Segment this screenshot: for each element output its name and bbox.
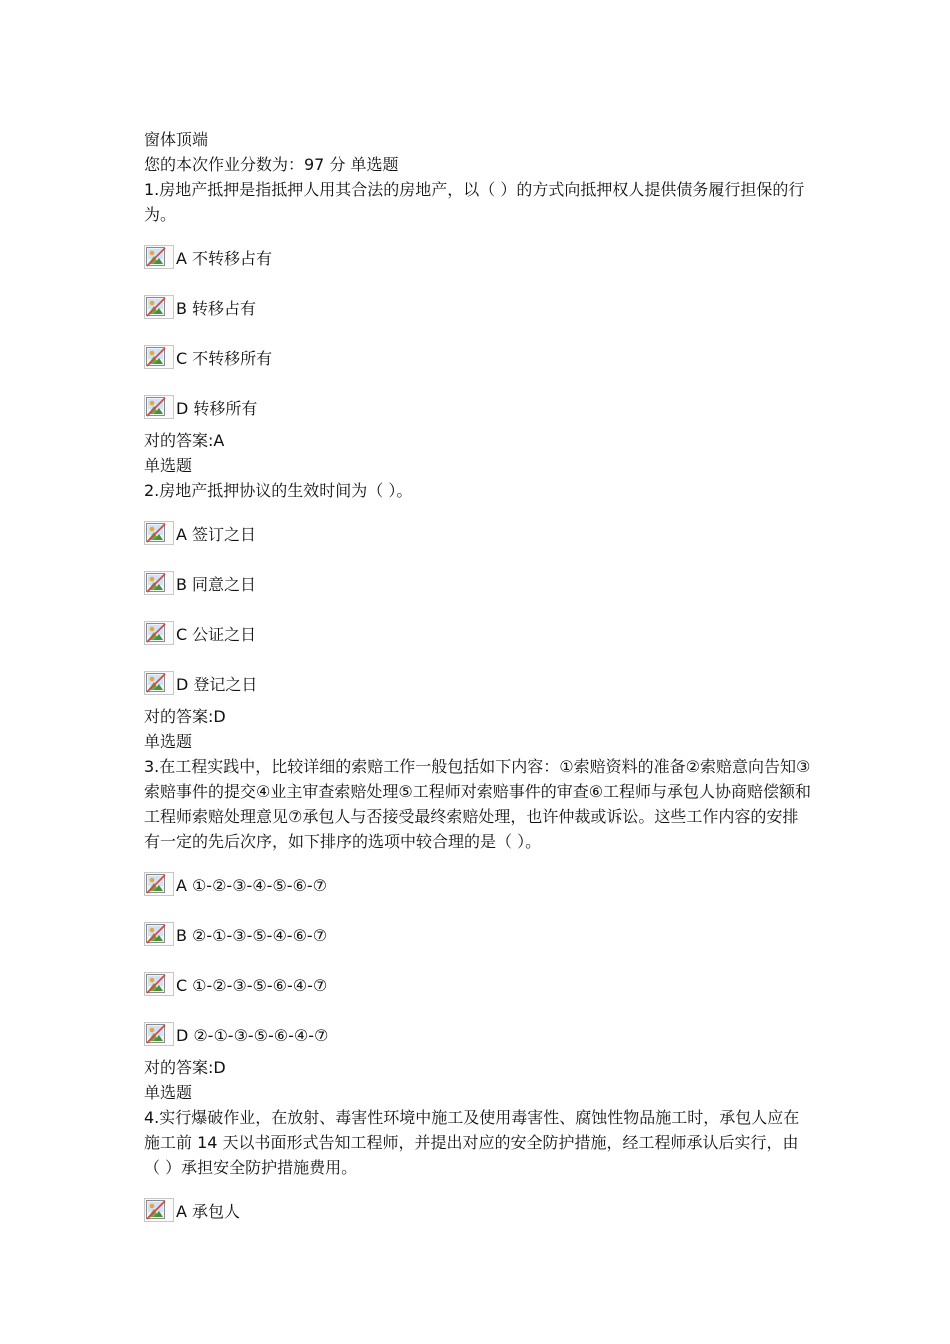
option-key: B <box>176 299 187 318</box>
question-type: 单选题 <box>144 732 193 751</box>
broken-image-icon <box>144 872 174 896</box>
question-4 <box>144 1080 814 1224</box>
question-text: 2.房地产抵押协议的生效时间为（ ）。 <box>144 481 413 500</box>
broken-image-icon <box>144 395 174 419</box>
broken-image-icon <box>144 1022 174 1046</box>
option-key: D <box>176 399 189 418</box>
option-label: 登记之日 <box>193 675 258 694</box>
broken-image-icon <box>144 295 174 319</box>
broken-image-icon <box>144 671 174 695</box>
option-d[interactable] <box>144 998 814 1048</box>
option-label: 不转移占有 <box>191 249 272 268</box>
question-1 <box>144 177 814 453</box>
option-label: 公证之日 <box>192 625 257 644</box>
option-a[interactable] <box>144 854 814 898</box>
option-key: C <box>176 625 188 644</box>
broken-image-glyph <box>146 1024 166 1044</box>
broken-image-glyph <box>146 874 166 894</box>
question-3 <box>144 729 814 1080</box>
broken-image-glyph <box>146 573 166 593</box>
question-type: 单选题 <box>144 456 193 475</box>
option-key: A <box>176 876 187 895</box>
broken-image-icon <box>144 922 174 946</box>
option-c[interactable] <box>144 597 814 647</box>
broken-image-glyph <box>146 623 166 643</box>
correct-answer: 对的答案:A <box>144 431 225 450</box>
broken-image-icon <box>144 521 174 545</box>
option-b[interactable] <box>144 547 814 597</box>
broken-image-glyph <box>146 297 166 317</box>
broken-image-glyph <box>146 397 166 417</box>
broken-image-glyph <box>146 924 166 944</box>
option-key: D <box>176 1026 189 1045</box>
option-d[interactable] <box>144 647 814 697</box>
broken-image-icon <box>144 245 174 269</box>
correct-answer: 对的答案:D <box>144 1058 226 1077</box>
broken-image-glyph <box>146 523 166 543</box>
form-top-label: 窗体顶端 <box>144 130 209 149</box>
option-key: D <box>176 675 189 694</box>
broken-image-glyph <box>146 1200 166 1220</box>
option-a[interactable] <box>144 1180 814 1224</box>
option-key: C <box>176 349 188 368</box>
broken-image-icon <box>144 972 174 996</box>
option-key: C <box>176 976 188 995</box>
option-label: ②-①-③-⑤-⑥-④-⑦ <box>193 1026 329 1045</box>
option-a[interactable] <box>144 227 814 271</box>
question-text: 4.实行爆破作业，在放射、毒害性环境中施工及使用毒害性、腐蚀性物品施工时，承包人应在施工前 14 天以书面形式告知工程师，并提出对应的安全防护措施，经工程师承认后实行，由（ ）承担安全防护措施费用。 <box>144 1108 800 1177</box>
option-d[interactable] <box>144 371 814 421</box>
option-label: 不转移所有 <box>192 349 273 368</box>
question-type: 单选题 <box>144 1083 193 1102</box>
option-a[interactable] <box>144 503 814 547</box>
option-key: A <box>176 249 187 268</box>
broken-image-glyph <box>146 673 166 693</box>
option-label: 转移所有 <box>193 399 258 418</box>
option-label: 签订之日 <box>191 525 256 544</box>
question-text: 1.房地产抵押是指抵押人用其合法的房地产，以（ ）的方式向抵押权人提供债务履行担保的行为。 <box>144 180 805 224</box>
broken-image-icon <box>144 1198 174 1222</box>
option-label: 承包人 <box>191 1202 240 1221</box>
option-key: A <box>176 525 187 544</box>
option-label: 转移占有 <box>191 299 256 318</box>
option-key: B <box>176 575 187 594</box>
broken-image-icon <box>144 571 174 595</box>
option-label: ①-②-③-④-⑤-⑥-⑦ <box>191 876 327 895</box>
score-line: 您的本次作业分数为：97 分 单选题 <box>144 155 399 174</box>
broken-image-icon <box>144 345 174 369</box>
question-text: 3.在工程实践中，比较详细的索赔工作一般包括如下内容：①索赔资料的准备②索赔意向告知③索赔事件的提交④业主审查索赔处理⑤工程师对索赔事件的审查⑥工程师与承包人协商赔偿额和工程师索赔处理意见⑦承包人与否接受最终索赔处理，也许仲裁或诉讼。这些工作内容的安排有一定的先后次序，如下排序的选项中较合理的是（ ）。 <box>144 757 812 851</box>
correct-answer: 对的答案:D <box>144 707 226 726</box>
option-label: ①-②-③-⑤-⑥-④-⑦ <box>192 976 328 995</box>
option-b[interactable] <box>144 271 814 321</box>
option-c[interactable] <box>144 948 814 998</box>
option-key: A <box>176 1202 187 1221</box>
broken-image-icon <box>144 621 174 645</box>
option-label: ②-①-③-⑤-④-⑥-⑦ <box>191 926 328 945</box>
broken-image-glyph <box>146 247 166 267</box>
option-label: 同意之日 <box>191 575 256 594</box>
option-b[interactable] <box>144 898 814 948</box>
question-2 <box>144 453 814 729</box>
document-page <box>144 127 814 1224</box>
broken-image-glyph <box>146 974 166 994</box>
option-key: B <box>176 926 187 945</box>
broken-image-glyph <box>146 347 166 367</box>
option-c[interactable] <box>144 321 814 371</box>
